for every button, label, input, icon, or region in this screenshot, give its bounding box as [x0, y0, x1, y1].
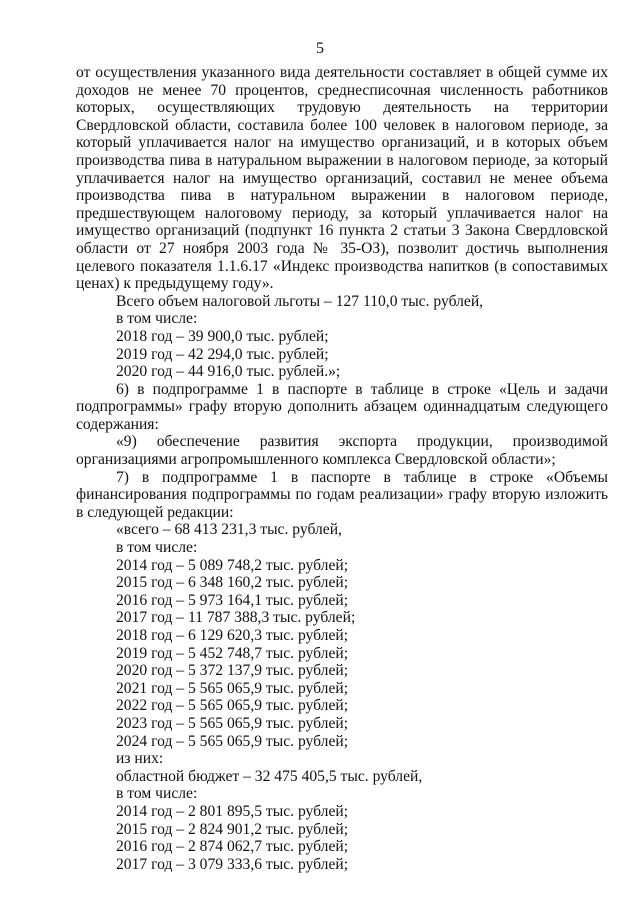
- regional-including: в том числе:: [116, 785, 198, 803]
- regional-year-2014: 2014 год – 2 801 895,5 тыс. рублей;: [116, 802, 349, 820]
- funding-year-2022: 2022 год – 5 565 065,9 тыс. рублей;: [116, 697, 349, 715]
- item-6-quote: «9) обеспечение развития экспорта продукции, производимой организациями агропромышленного комплекса Свердловской области»;: [76, 433, 608, 469]
- intro-paragraph: от осуществления указанного вида деятельности составляет в общей сумме их доходов не менее 70 процентов, среднесписочная численность работников которых, осуществляющих трудовую деятельность на территории Свердловской области, составила более 100 человек в налоговом периоде, за который уплачивается налог на имущество организаций, и в которых объем производства пива в натуральном выражении в налоговом периоде, за который уплачивается налог на имущество организаций, составил не менее объема производства пива в натуральном выражении в налоговом периоде, предшествующем налоговому периоду, за который уплачивается налог на имущество организаций (подпункт 16 пункта 2 статьи 3 Закона Свердловской области от 27 ноября 2003 года № 35-ОЗ), позволит достичь выполнения целевого показателя 1.1.6.17 «Индекс производства напитков (в сопоставимых ценах) к предыдущему году».: [76, 64, 608, 293]
- funding-year-2016: 2016 год – 5 973 164,1 тыс. рублей;: [116, 591, 349, 609]
- funding-year-2024: 2024 год – 5 565 065,9 тыс. рублей;: [116, 732, 349, 750]
- funding-year-2014: 2014 год – 5 089 748,2 тыс. рублей;: [116, 556, 349, 574]
- regional-year-2016: 2016 год – 2 874 062,7 тыс. рублей;: [116, 838, 349, 856]
- benefit-year-2020: 2020 год – 44 916,0 тыс. рублей.»;: [116, 363, 341, 381]
- benefit-total: Всего объем налоговой льготы – 127 110,0 тыс. рублей,: [116, 292, 484, 310]
- of-them-label: из них:: [116, 750, 164, 768]
- regional-year-2015: 2015 год – 2 824 901,2 тыс. рублей;: [116, 820, 349, 838]
- document-body: [76, 64, 608, 873]
- regional-year-2017: 2017 год – 3 079 333,6 тыс. рублей;: [116, 855, 349, 873]
- item-6-paragraph: 6) в подпрограмме 1 в паспорте в таблице в строке «Цель и задачи подпрограммы» графу вторую дополнить абзацем одиннадцатым следующего содержания:: [76, 380, 608, 433]
- funding-year-2019: 2019 год – 5 452 748,7 тыс. рублей;: [116, 644, 349, 662]
- item-7-paragraph: 7) в подпрограмме 1 в паспорте в таблице в строке «Объемы финансирования подпрограммы по годам реализации» графу вторую изложить в следующей редакции:: [76, 468, 608, 521]
- funding-total: «всего – 68 413 231,3 тыс. рублей,: [116, 521, 342, 539]
- page-number: 5: [316, 40, 324, 57]
- benefit-year-2018: 2018 год – 39 900,0 тыс. рублей;: [116, 327, 329, 345]
- benefit-year-2019: 2019 год – 42 294,0 тыс. рублей;: [116, 345, 329, 363]
- regional-budget-total: областной бюджет – 32 475 405,5 тыс. рублей,: [116, 767, 423, 785]
- funding-year-2015: 2015 год – 6 348 160,2 тыс. рублей;: [116, 574, 349, 592]
- funding-year-2018: 2018 год – 6 129 620,3 тыс. рублей;: [116, 627, 349, 644]
- benefit-including: в том числе:: [116, 310, 198, 328]
- funding-year-2021: 2021 год – 5 565 065,9 тыс. рублей;: [116, 679, 349, 697]
- funding-year-2020: 2020 год – 5 372 137,9 тыс. рублей;: [116, 662, 349, 680]
- funding-year-2017: 2017 год – 11 787 388,3 тыс. рублей;: [116, 609, 356, 627]
- funding-year-2023: 2023 год – 5 565 065,9 тыс. рублей;: [116, 714, 349, 732]
- funding-including: в том числе:: [116, 539, 198, 557]
